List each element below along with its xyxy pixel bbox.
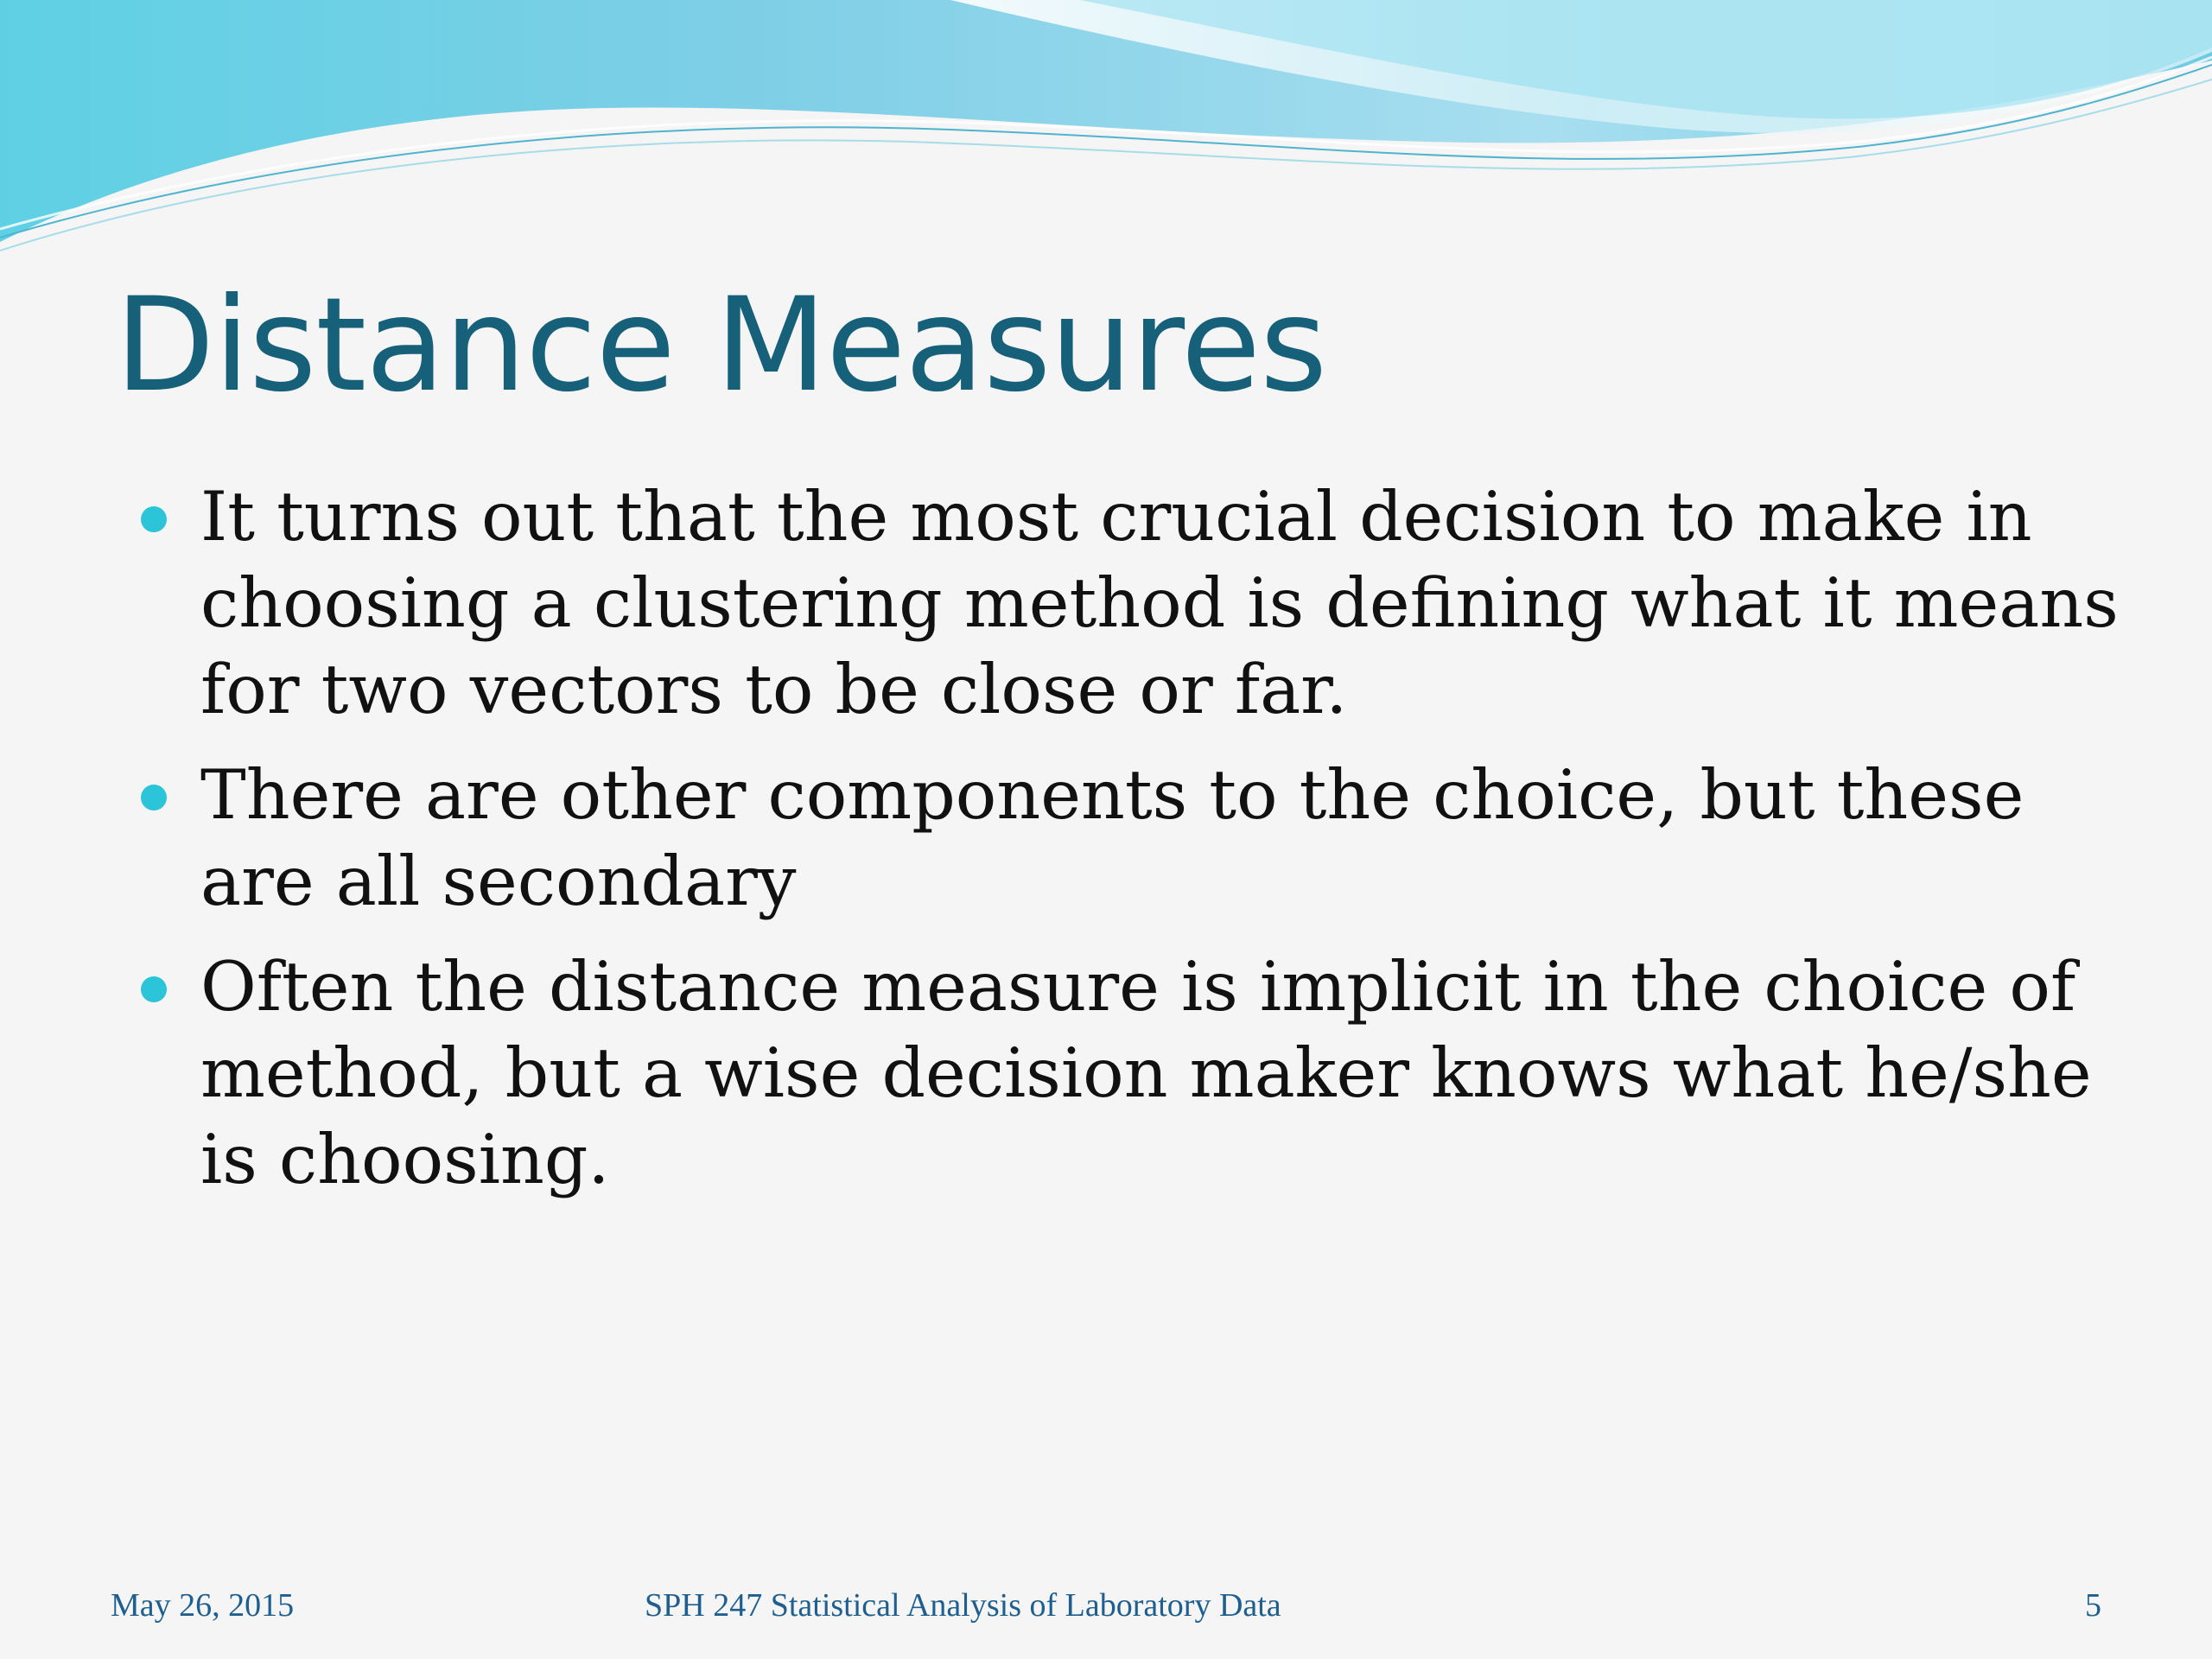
bullet-item [138, 474, 2126, 733]
bullet-item [138, 752, 2126, 925]
bullet-list [138, 474, 2126, 1222]
footer-page-number: 5 [2085, 1587, 2101, 1624]
bullet-circle-icon [141, 506, 167, 532]
bullet-text: Often the distance measure is implicit in the choice of method, but a wise decision maker knows what he/she is choosing. [200, 947, 2092, 1199]
slide-title: Distance Measures [115, 270, 1327, 421]
bullet-circle-icon [141, 976, 167, 1002]
bullet-item [138, 944, 2126, 1203]
bullet-text: There are other components to the choice, but these are all secondary [200, 755, 2024, 921]
footer-date: May 26, 2015 [111, 1587, 295, 1624]
footer-course-title: SPH 247 Statistical Analysis of Laboratory Data [645, 1587, 1281, 1624]
bullet-text: It turns out that the most crucial decision to make in choosing a clustering method is defining what it means for two vectors to be close or far. [200, 477, 2119, 729]
bullet-circle-icon [141, 785, 167, 810]
header-wave-decoration [0, 0, 2212, 259]
